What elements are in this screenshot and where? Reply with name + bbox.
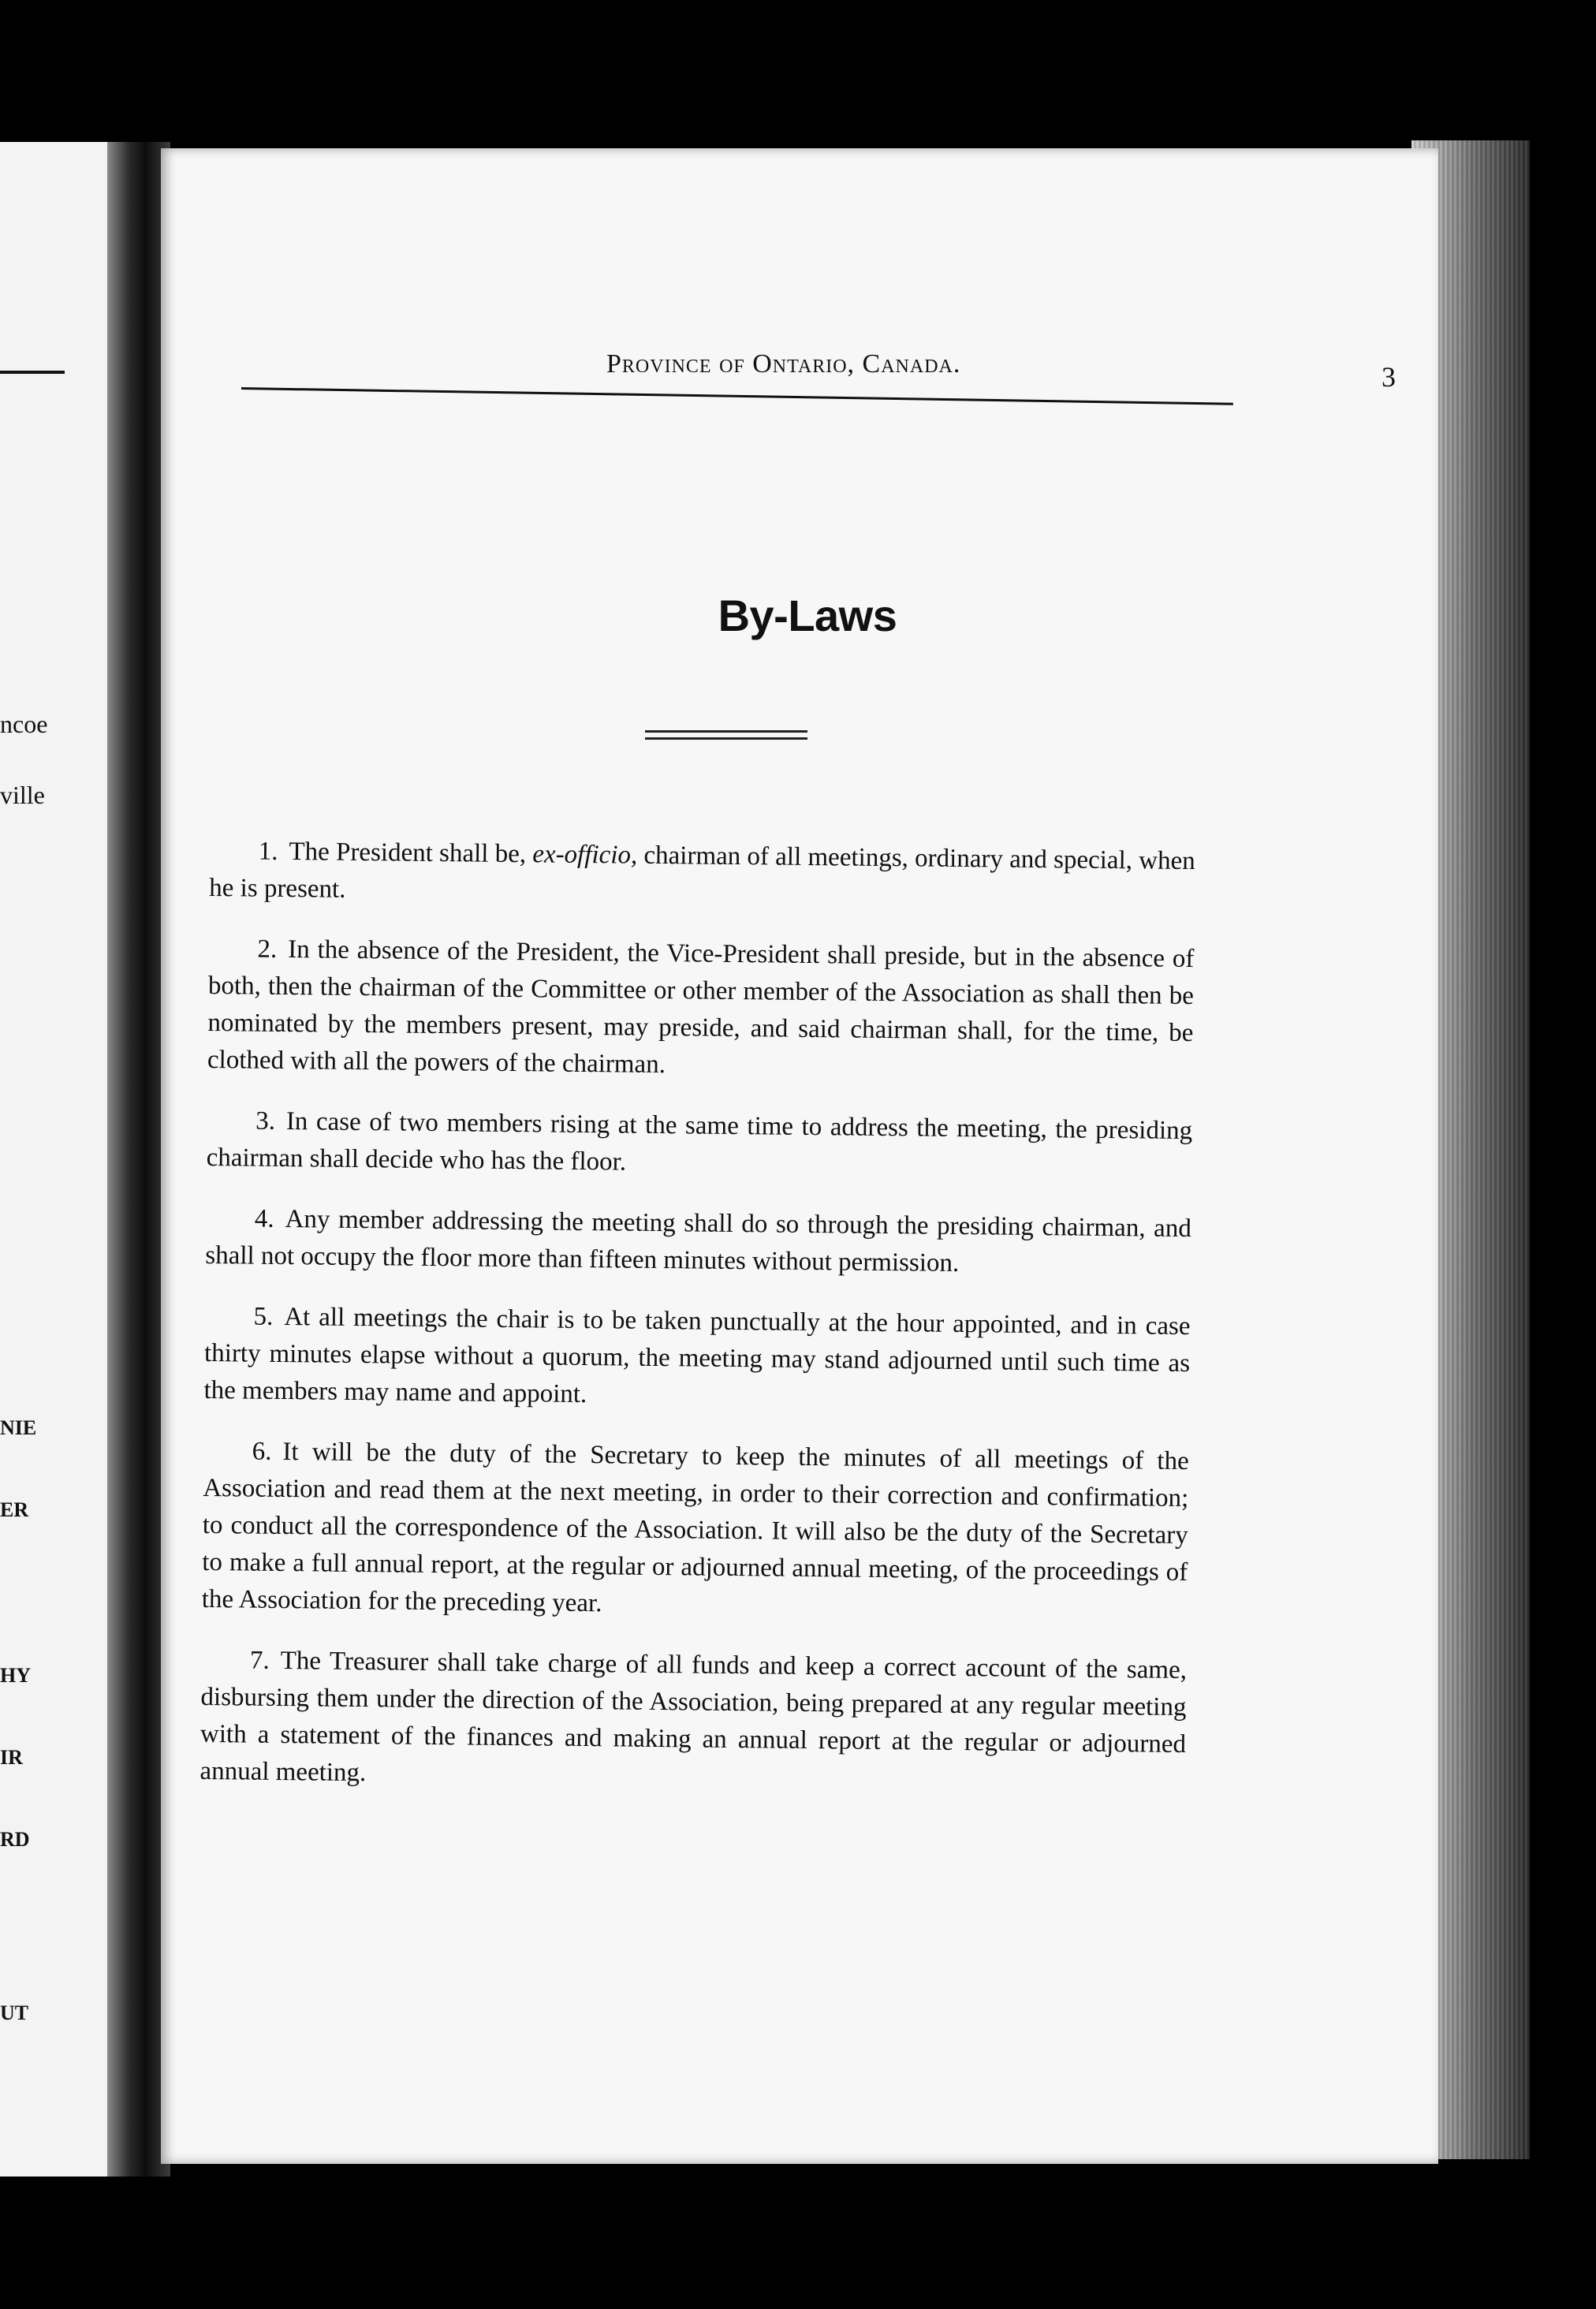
bylaw-number: 7. [249,1646,270,1675]
bylaw-number: 3. [255,1106,276,1136]
header-rule [241,387,1233,405]
bylaw-item [206,1102,1192,1187]
bylaw-number: 4. [254,1204,274,1233]
running-title: Province of Ontario, Canada. [606,349,961,379]
left-page-fragment: ville [0,781,45,809]
left-page-fragment: NIE [0,1416,37,1439]
bylaw-text: At all meetings the chair is to be taken punctually at the hour appointed, and in case thirty minutes elapse without a quorum, the meeting may stand adjourned until such time as the members may name and appoint. [203,1303,1191,1409]
bylaw-item [207,931,1195,1089]
left-page-fragment: RD [0,1828,30,1851]
left-facing-page [0,142,110,2177]
section-title: By-Laws [718,591,897,640]
bylaw-text: The Treasurer shall take charge of all funds and keep a correct account of the same, disbursing them under the direction of the Association, being prepared at any regular meeting with a statement of the finances and making an annual report at the regular or adjourned annual meeting. [200,1646,1188,1788]
bylaws-list [200,833,1195,1824]
left-page-rule [0,371,65,374]
bylaw-text: In the absence of the President, the Vice-President shall preside, but in the absence of both, then the chairman of the Committee or other member of the Association as shall then be nominated by the members present, may preside, and said chairman shall, for the time, be clothed with all the powers of the chairman. [207,935,1195,1080]
bylaw-text: In case of two members rising at the same time to address the meeting, the presiding chairman shall decide who has the floor. [206,1107,1193,1177]
left-page-fragment: ER [0,1498,29,1521]
left-page-fragment: HY [0,1664,31,1687]
running-header [240,349,1396,393]
left-page-fragment: ncoe [0,710,48,738]
bylaw-number: 1. [258,837,278,866]
bylaw-item [202,1433,1189,1628]
left-page-fragment: UT [0,2001,29,2024]
bylaw-item [203,1298,1190,1419]
page-number: 3 [1382,361,1396,393]
left-page-fragment: IR [0,1746,23,1769]
bylaw-text: The President shall be, ex-officio, chairman of all meetings, ordinary and special, when he is present. [209,837,1195,904]
bylaw-item [200,1642,1187,1800]
document-page [161,148,1438,2164]
title-double-rule [645,730,807,740]
bylaw-italic-term: ex-officio, [532,840,638,870]
bylaw-item [209,833,1195,917]
bylaw-number: 2. [257,934,278,964]
bylaw-text: It will be the duty of the Secretary to keep the minutes of all meetings of the Association and read them at the next meeting, in order to their correction and confirmation; to conduct all the correspondence of the Association. It will also be the duty of the Secretary to make a full annual report, at the regular or adjourned annual meeting, of the proceedings of the Association for the preceding year. [201,1438,1189,1618]
bylaw-text: Any member addressing the meeting shall do so through the presiding chairman, and shall not occupy the floor more than fifteen minutes without permission. [205,1205,1191,1278]
bylaw-item [205,1200,1191,1285]
bylaw-number: 5. [253,1302,274,1331]
bylaw-number: 6. [252,1437,272,1466]
